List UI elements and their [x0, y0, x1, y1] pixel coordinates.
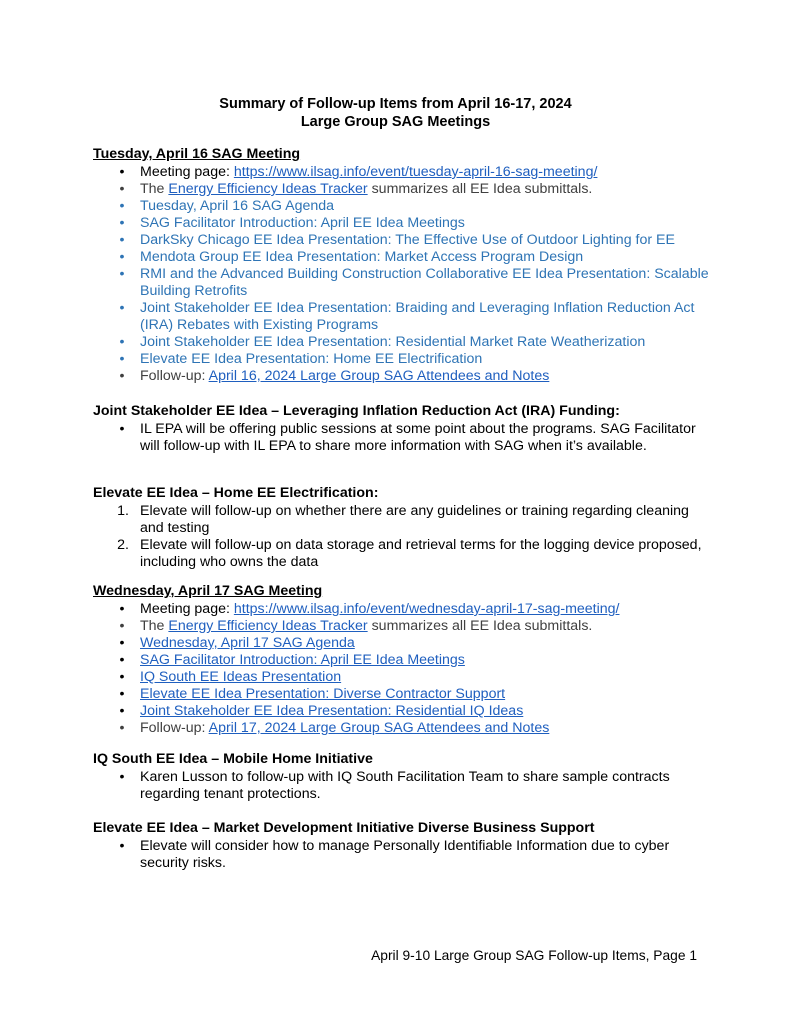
followup-label: Follow-up:: [140, 720, 209, 736]
tuesday-heading: Tuesday, April 16 SAG Meeting: [93, 146, 301, 162]
list-item: [93, 181, 713, 198]
list-item[interactable]: [93, 334, 713, 351]
list-item: [93, 368, 713, 385]
market-dev-heading: Elevate EE Idea – Market Development Initiative Diverse Business Support: [93, 820, 595, 836]
list-item: [93, 503, 713, 537]
list-item[interactable]: [93, 266, 713, 300]
bullet-icon: •: [119, 601, 125, 617]
bullet-icon: •: [119, 368, 125, 384]
ira-list: [93, 421, 713, 455]
tracker-prefix: The: [140, 181, 169, 197]
list-item[interactable]: [93, 703, 713, 720]
list-item: [93, 769, 713, 803]
wednesday-meeting-link[interactable]: https://www.ilsag.info/event/wednesday-april-17-sag-meeting/: [233, 601, 620, 617]
ira-heading: Joint Stakeholder EE Idea – Leveraging Inflation Reduction Act (IRA) Funding:: [93, 403, 620, 419]
list-item: [93, 601, 713, 618]
tuesday-section: [93, 146, 713, 385]
list-item: [93, 618, 713, 635]
bullet-icon: •: [119, 669, 125, 685]
iq-south-section: [93, 751, 713, 803]
market-dev-section: [93, 820, 713, 872]
iq-south-list: [93, 769, 713, 803]
bullet-icon: •: [119, 720, 125, 736]
facilitator-intro-link[interactable]: SAG Facilitator Introduction: April EE Idea Meetings: [140, 215, 465, 231]
list-item: [93, 421, 713, 455]
residential-iq-presentation-link[interactable]: Joint Stakeholder EE Idea Presentation: Residential IQ Ideas: [140, 703, 524, 719]
market-dev-item-text: Elevate will consider how to manage Personally Identifiable Information due to cyber security risks.: [140, 838, 670, 871]
mendota-presentation-link[interactable]: Mendota Group EE Idea Presentation: Market Access Program Design: [140, 249, 584, 265]
electrification-item-text: Elevate will follow-up on whether there are any guidelines or training regarding cleaning and testing: [140, 503, 689, 536]
tracker-prefix: The: [140, 618, 169, 634]
iq-south-item-text: Karen Lusson to follow-up with IQ South Facilitation Team to share sample contracts regarding tenant protections.: [140, 769, 670, 802]
bullet-icon: •: [119, 198, 125, 214]
list-item: [93, 164, 713, 181]
electrification-presentation-link[interactable]: Elevate EE Idea Presentation: Home EE Electrification: [140, 351, 483, 367]
bullet-icon: •: [119, 635, 125, 651]
electrification-section: [93, 485, 713, 571]
iq-south-heading: IQ South EE Idea – Mobile Home Initiative: [93, 751, 373, 767]
tracker-link[interactable]: Energy Efficiency Ideas Tracker: [168, 618, 368, 634]
wednesday-notes-link[interactable]: April 17, 2024 Large Group SAG Attendees and Notes: [208, 720, 550, 736]
meeting-page-label: Meeting page:: [140, 164, 234, 180]
list-item: [93, 838, 713, 872]
tracker-suffix: summarizes all EE Idea submittals.: [367, 181, 593, 197]
electrification-item-text: Elevate will follow-up on data storage and retrieval terms for the logging device proposed, including who owns the data: [140, 537, 702, 570]
wednesday-section: [93, 583, 713, 737]
bullet-icon: •: [119, 652, 125, 668]
bullet-icon: •: [119, 266, 125, 282]
ira-item-text: IL EPA will be offering public sessions at some point about the programs. SAG Facilitator will follow-up with IL EPA to share more information with SAG when it’s available.: [140, 421, 696, 454]
bullet-icon: •: [119, 249, 125, 265]
tracker-link[interactable]: Energy Efficiency Ideas Tracker: [168, 181, 368, 197]
electrification-list: [93, 503, 713, 571]
darksky-presentation-link[interactable]: DarkSky Chicago EE Idea Presentation: The Effective Use of Outdoor Lighting for EE: [140, 232, 675, 248]
ira-section: [93, 403, 713, 455]
list-item[interactable]: [93, 198, 713, 215]
bullet-icon: •: [119, 703, 125, 719]
bullet-icon: •: [119, 838, 125, 854]
rmi-presentation-link[interactable]: RMI and the Advanced Building Construction Collaborative EE Idea Presentation: Scalable Building Retrofits: [140, 266, 709, 299]
list-item[interactable]: [93, 686, 713, 703]
list-item[interactable]: [93, 215, 713, 232]
bullet-icon: •: [119, 181, 125, 197]
bullet-icon: •: [119, 421, 125, 437]
list-item[interactable]: [93, 249, 713, 266]
page-footer: April 9-10 Large Group SAG Follow-up Items, Page 1: [371, 948, 697, 963]
wednesday-agenda-link[interactable]: Wednesday, April 17 SAG Agenda: [140, 635, 355, 651]
diverse-contractor-presentation-link[interactable]: Elevate EE Idea Presentation: Diverse Contractor Support: [140, 686, 506, 702]
list-item[interactable]: [93, 232, 713, 249]
list-item[interactable]: [93, 635, 713, 652]
meeting-page-label: Meeting page:: [140, 601, 234, 617]
bullet-icon: •: [119, 164, 125, 180]
bullet-icon: •: [119, 215, 125, 231]
list-item[interactable]: [93, 351, 713, 368]
tracker-suffix: summarizes all EE Idea submittals.: [367, 618, 593, 634]
bullet-icon: •: [119, 334, 125, 350]
weatherization-presentation-link[interactable]: Joint Stakeholder EE Idea Presentation: Residential Market Rate Weatherization: [140, 334, 646, 350]
list-item: [93, 720, 713, 737]
wednesday-heading: Wednesday, April 17 SAG Meeting: [93, 583, 323, 599]
document-title: [0, 95, 791, 131]
bullet-icon: •: [119, 618, 125, 634]
number-marker: 2.: [117, 537, 129, 553]
wednesday-list: [93, 601, 713, 737]
ira-presentation-link[interactable]: Joint Stakeholder EE Idea Presentation: Braiding and Leveraging Inflation Reduction Act (IRA) Rebates with Existing Programs: [140, 300, 695, 333]
bullet-icon: •: [119, 232, 125, 248]
number-marker: 1.: [117, 503, 129, 519]
list-item[interactable]: [93, 300, 713, 334]
list-item: [93, 537, 713, 571]
agenda-link[interactable]: Tuesday, April 16 SAG Agenda: [140, 198, 335, 214]
list-item[interactable]: [93, 669, 713, 686]
tuesday-notes-link[interactable]: April 16, 2024 Large Group SAG Attendees and Notes: [208, 368, 550, 384]
bullet-icon: •: [119, 300, 125, 316]
title-line-1: Summary of Follow-up Items from April 16-17, 2024: [219, 96, 572, 112]
facilitator-intro-link[interactable]: SAG Facilitator Introduction: April EE Idea Meetings: [140, 652, 465, 668]
electrification-heading: Elevate EE Idea – Home EE Electrification:: [93, 485, 379, 501]
bullet-icon: •: [119, 351, 125, 367]
market-dev-list: [93, 838, 713, 872]
bullet-icon: •: [119, 769, 125, 785]
list-item[interactable]: [93, 652, 713, 669]
bullet-icon: •: [119, 686, 125, 702]
tuesday-list: [93, 164, 713, 385]
iq-south-presentation-link[interactable]: IQ South EE Ideas Presentation: [140, 669, 342, 685]
followup-label: Follow-up:: [140, 368, 209, 384]
title-line-2: Large Group SAG Meetings: [300, 114, 491, 130]
tuesday-meeting-link[interactable]: https://www.ilsag.info/event/tuesday-april-16-sag-meeting/: [233, 164, 598, 180]
